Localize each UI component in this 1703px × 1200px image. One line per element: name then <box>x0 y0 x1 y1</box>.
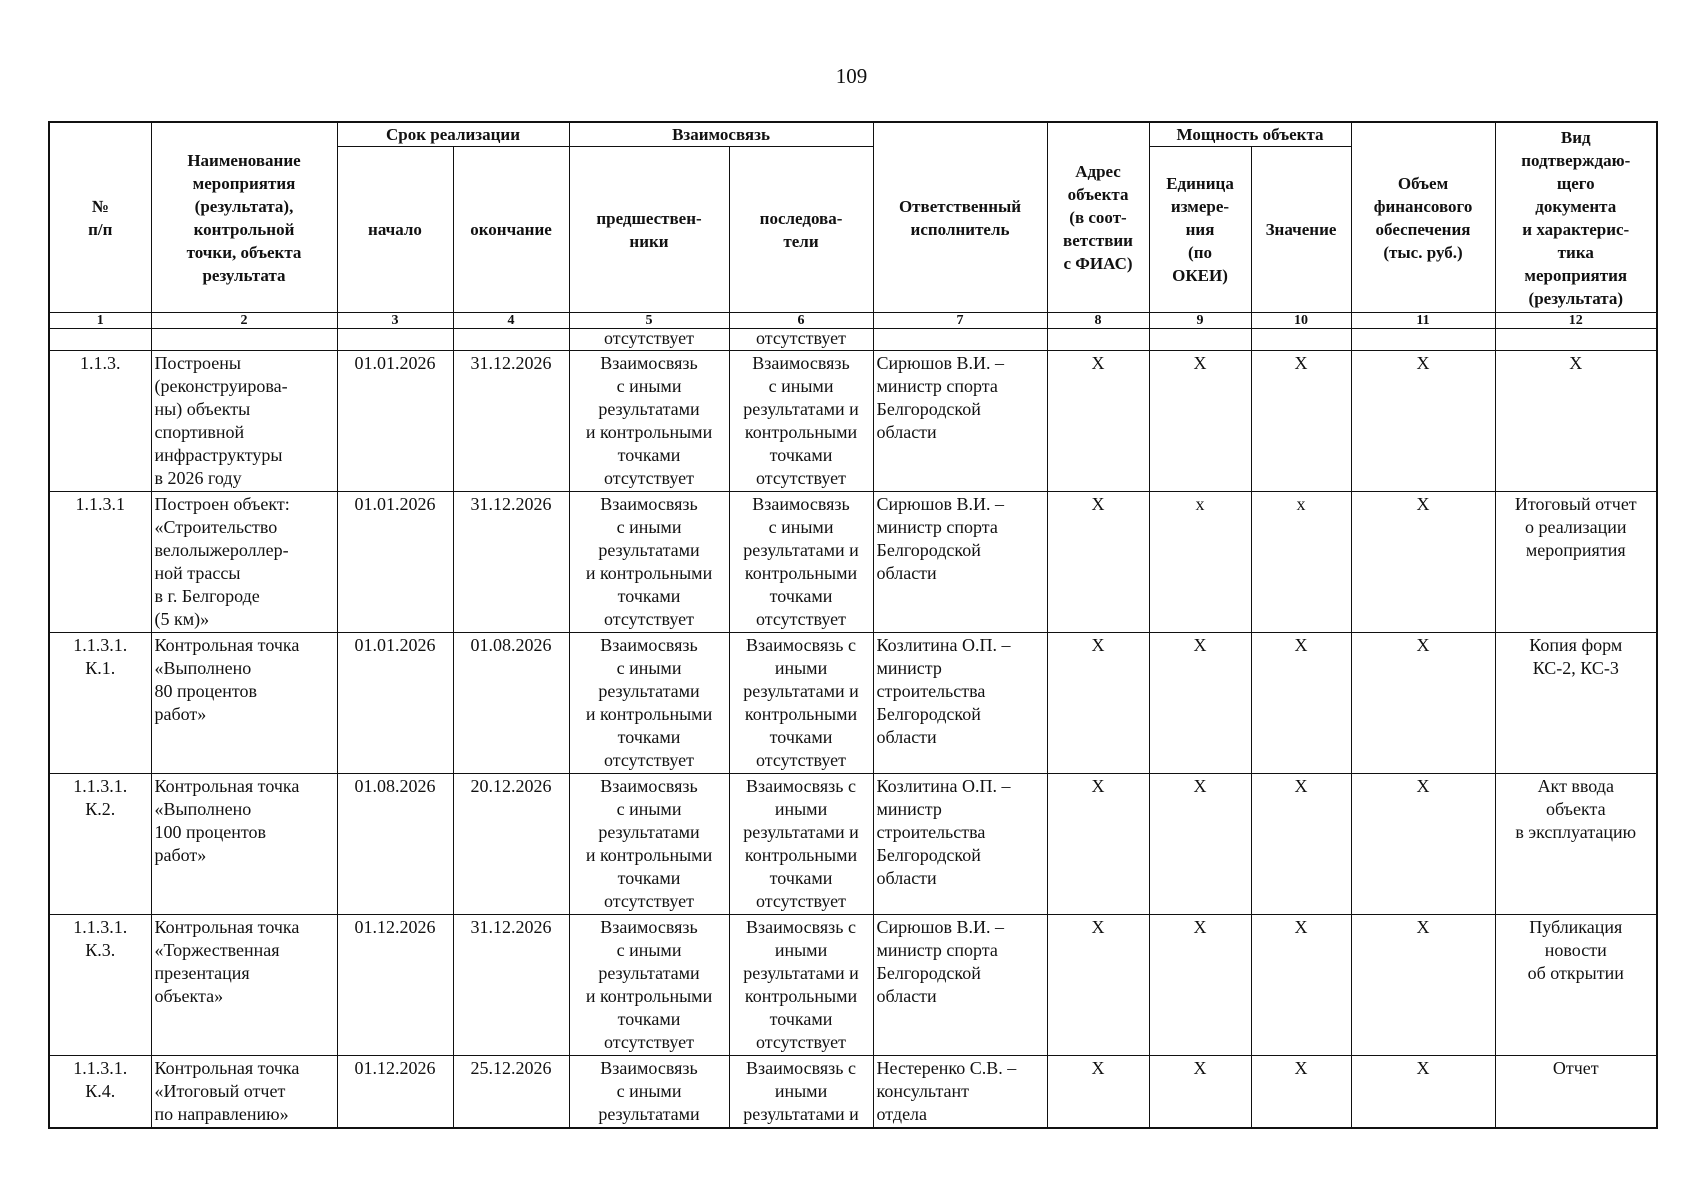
continuation-row <box>49 329 1657 351</box>
row-finance: X <box>1351 492 1495 633</box>
header-doc-type: Вид подтверждаю- щего документа и характерис- тика мероприятия (результата) <box>1495 122 1657 313</box>
row-num: 1.1.3.1. К.2. <box>49 774 151 915</box>
row-end: 20.12.2026 <box>453 774 569 915</box>
row-pred: Взаимосвязь с иными результатами и контрольными точками отсутствует <box>569 351 729 492</box>
row-name: Контрольная точка «Выполнено 80 процентов работ» <box>151 633 337 774</box>
row-name: Контрольная точка «Итоговый отчет по направлению» <box>151 1056 337 1129</box>
header-successors: последова- тели <box>729 147 873 313</box>
row-unit: X <box>1149 915 1251 1056</box>
row-name: Построены (реконструирова- ны) объекты спортивной инфраструктуры в 2026 году <box>151 351 337 492</box>
header-start: начало <box>337 147 453 313</box>
column-number: 2 <box>151 313 337 329</box>
row-value: X <box>1251 915 1351 1056</box>
row-address: X <box>1047 633 1149 774</box>
row-finance: X <box>1351 915 1495 1056</box>
table-row <box>49 633 1657 774</box>
row-num: 1.1.3.1. К.3. <box>49 915 151 1056</box>
column-number: 12 <box>1495 313 1657 329</box>
header-term-group: Срок реализации <box>337 122 569 147</box>
header-num: № п/п <box>49 122 151 313</box>
row-pred: Взаимосвязь с иными результатами и контрольными точками отсутствует <box>569 492 729 633</box>
row-doc: Акт ввода объекта в эксплуатацию <box>1495 774 1657 915</box>
column-number-row <box>49 313 1657 329</box>
row-num: 1.1.3.1. К.4. <box>49 1056 151 1129</box>
row-unit: X <box>1149 1056 1251 1129</box>
row-doc: Копия форм КС-2, КС-3 <box>1495 633 1657 774</box>
row-doc: Отчет <box>1495 1056 1657 1129</box>
row-start: 01.01.2026 <box>337 492 453 633</box>
row-end: 01.08.2026 <box>453 633 569 774</box>
header-unit: Единица измере- ния (по ОКЕИ) <box>1149 147 1251 313</box>
row-finance: X <box>1351 1056 1495 1129</box>
row-num: 1.1.3.1. К.1. <box>49 633 151 774</box>
row-start: 01.12.2026 <box>337 915 453 1056</box>
row-doc: Публикация новости об открытии <box>1495 915 1657 1056</box>
row-address: X <box>1047 774 1149 915</box>
row-succ: Взаимосвязь с иными результатами и <box>729 1056 873 1129</box>
row-responsible: Козлитина О.П. – министр строительства Белгородской области <box>873 774 1047 915</box>
column-number: 5 <box>569 313 729 329</box>
row-succ: Взаимосвязь с иными результатами и контрольными точками отсутствует <box>729 492 873 633</box>
row-responsible: Сирюшов В.И. – министр спорта Белгородской области <box>873 492 1047 633</box>
row-unit: X <box>1149 633 1251 774</box>
row-finance: X <box>1351 351 1495 492</box>
header-value: Значение <box>1251 147 1351 313</box>
continuation-succ: отсутствует <box>729 329 873 351</box>
table-row <box>49 915 1657 1056</box>
row-succ: Взаимосвязь с иными результатами и контрольными точками отсутствует <box>729 774 873 915</box>
row-responsible: Сирюшов В.И. – министр спорта Белгородской области <box>873 915 1047 1056</box>
row-succ: Взаимосвязь с иными результатами и контрольными точками отсутствует <box>729 633 873 774</box>
row-pred: Взаимосвязь с иными результатами и контрольными точками отсутствует <box>569 774 729 915</box>
row-pred: Взаимосвязь с иными результатами и контрольными точками отсутствует <box>569 633 729 774</box>
row-unit: x <box>1149 492 1251 633</box>
row-address: X <box>1047 351 1149 492</box>
row-start: 01.01.2026 <box>337 633 453 774</box>
table-row <box>49 492 1657 633</box>
column-number: 8 <box>1047 313 1149 329</box>
row-num: 1.1.3.1 <box>49 492 151 633</box>
column-number: 11 <box>1351 313 1495 329</box>
page-number: 109 <box>835 64 868 88</box>
row-value: X <box>1251 351 1351 492</box>
row-num: 1.1.3. <box>49 351 151 492</box>
header-end: окончание <box>453 147 569 313</box>
row-finance: X <box>1351 774 1495 915</box>
column-number: 7 <box>873 313 1047 329</box>
row-unit: X <box>1149 774 1251 915</box>
row-pred: Взаимосвязь с иными результатами и контрольными точками отсутствует <box>569 915 729 1056</box>
row-value: X <box>1251 1056 1351 1129</box>
row-succ: Взаимосвязь с иными результатами и контрольными точками отсутствует <box>729 915 873 1056</box>
row-unit: X <box>1149 351 1251 492</box>
row-address: X <box>1047 492 1149 633</box>
column-number: 6 <box>729 313 873 329</box>
row-value: x <box>1251 492 1351 633</box>
table-row <box>49 351 1657 492</box>
row-end: 31.12.2026 <box>453 915 569 1056</box>
column-number: 4 <box>453 313 569 329</box>
plan-table <box>48 121 1658 1129</box>
row-start: 01.01.2026 <box>337 351 453 492</box>
row-end: 31.12.2026 <box>453 492 569 633</box>
row-name: Контрольная точка «Выполнено 100 процентов работ» <box>151 774 337 915</box>
row-succ: Взаимосвязь с иными результатами и контрольными точками отсутствует <box>729 351 873 492</box>
header-finance: Объем финансового обеспечения (тыс. руб.) <box>1351 122 1495 313</box>
column-number: 3 <box>337 313 453 329</box>
row-start: 01.12.2026 <box>337 1056 453 1129</box>
row-responsible: Нестеренко С.В. – консультант отдела <box>873 1056 1047 1129</box>
row-name: Контрольная точка «Торжественная презентация объекта» <box>151 915 337 1056</box>
header-capacity-group: Мощность объекта <box>1149 122 1351 147</box>
continuation-pred: отсутствует <box>569 329 729 351</box>
table-row <box>49 1056 1657 1129</box>
column-number: 9 <box>1149 313 1251 329</box>
row-pred: Взаимосвязь с иными результатами <box>569 1056 729 1129</box>
row-doc: Итоговый отчет о реализации мероприятия <box>1495 492 1657 633</box>
header-name: Наименование мероприятия (результата), контрольной точки, объекта результата <box>151 122 337 313</box>
row-finance: X <box>1351 633 1495 774</box>
row-start: 01.08.2026 <box>337 774 453 915</box>
row-name: Построен объект: «Строительство велолыжероллер- ной трассы в г. Белгороде (5 км)» <box>151 492 337 633</box>
row-end: 31.12.2026 <box>453 351 569 492</box>
row-end: 25.12.2026 <box>453 1056 569 1129</box>
column-number: 10 <box>1251 313 1351 329</box>
row-address: X <box>1047 915 1149 1056</box>
row-doc: X <box>1495 351 1657 492</box>
header-address: Адрес объекта (в соот- ветствии с ФИАС) <box>1047 122 1149 313</box>
row-value: X <box>1251 633 1351 774</box>
header-responsible: Ответственный исполнитель <box>873 122 1047 313</box>
column-number: 1 <box>49 313 151 329</box>
header-link-group: Взаимосвязь <box>569 122 873 147</box>
table-row <box>49 774 1657 915</box>
row-responsible: Сирюшов В.И. – министр спорта Белгородской области <box>873 351 1047 492</box>
row-responsible: Козлитина О.П. – министр строительства Белгородской области <box>873 633 1047 774</box>
row-value: X <box>1251 774 1351 915</box>
row-address: X <box>1047 1056 1149 1129</box>
header-predecessors: предшествен- ники <box>569 147 729 313</box>
